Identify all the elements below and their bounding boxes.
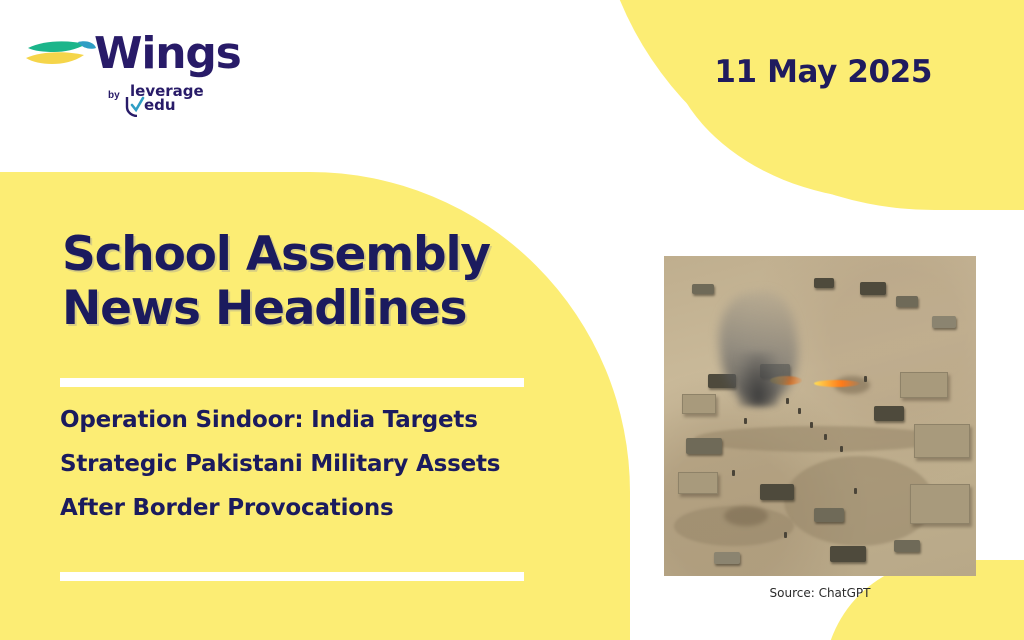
- photo-figure: [864, 376, 867, 382]
- photo-vehicle: [860, 282, 886, 295]
- page-title: [62, 228, 490, 336]
- wings-swoosh-icon: [24, 38, 98, 78]
- photo-figure: [824, 434, 827, 440]
- subheadline: Operation Sindoor: India Targets Strategic Pakistani Military Assets After Border Provocations: [60, 407, 501, 521]
- page-title-line-1: School Assembly: [62, 227, 490, 282]
- photo-figure: [732, 470, 735, 476]
- divider-bottom: [60, 572, 524, 581]
- decorative-blob-top-right-secondary: [664, 0, 1024, 200]
- battlefield-photo: [664, 256, 976, 576]
- photo-vehicle: [932, 316, 956, 328]
- logo-sub-line-2: edu: [144, 96, 176, 114]
- photo-figure: [744, 418, 747, 424]
- photo-track-mark: [694, 426, 944, 452]
- photo-building: [914, 424, 970, 458]
- photo-vehicle: [686, 438, 722, 454]
- photo-building: [682, 394, 716, 414]
- photo-vehicle: [896, 296, 918, 307]
- photo-figure: [840, 446, 843, 452]
- photo-figure: [786, 398, 789, 404]
- logo-wordmark: Wings: [94, 28, 241, 79]
- photo-figure: [854, 488, 857, 494]
- photo-building: [910, 484, 970, 524]
- photo-building: [678, 472, 718, 494]
- photo-vehicle: [814, 278, 834, 288]
- logo-primary-row: [22, 24, 242, 90]
- photo-vehicle: [894, 540, 920, 552]
- logo-sub-line-1: leverage: [130, 82, 204, 100]
- photo-vehicle: [814, 508, 844, 522]
- photo-building: [900, 372, 948, 398]
- photo-fire: [814, 380, 860, 387]
- photo-figure: [784, 532, 787, 538]
- photo-crater: [724, 506, 768, 526]
- brand-logo: [22, 24, 242, 116]
- photo-vehicle: [714, 552, 740, 564]
- divider-top: [60, 378, 524, 387]
- photo-vehicle: [760, 484, 794, 500]
- page-title-line-2: News Headlines: [62, 281, 467, 336]
- poster-date: 11 May 2025: [714, 54, 932, 90]
- logo-sub-row: [22, 84, 242, 116]
- photo-vehicle: [692, 284, 714, 294]
- photo-smoke-base: [738, 352, 778, 406]
- logo-by-label: by: [108, 90, 120, 101]
- media-caption: Source: ChatGPT: [769, 586, 871, 600]
- photo-figure: [798, 408, 801, 414]
- media-panel: [664, 256, 976, 600]
- photo-figure: [810, 422, 813, 428]
- photo-vehicle: [830, 546, 866, 562]
- photo-vehicle: [874, 406, 904, 421]
